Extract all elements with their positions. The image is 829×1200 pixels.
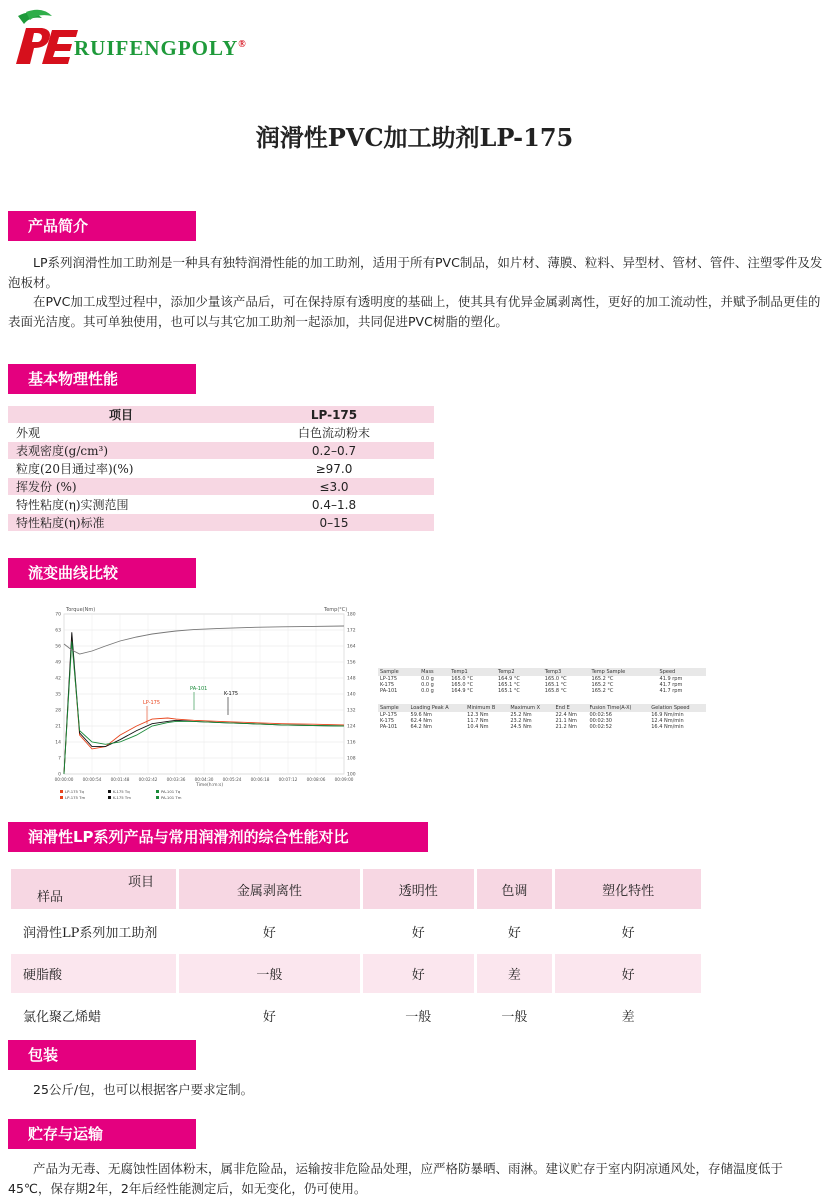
- y-right-tick-label: 164: [347, 644, 356, 650]
- intro-paragraph-1: LP系列润滑性加工助剂是一种具有独特润滑性能的加工助剂，适用于所有PVC制品，如片材、薄膜、粒料、异型材、管材、管件、注塑零件及发泡板材。: [8, 255, 823, 290]
- y-right-tick-label: 180: [347, 612, 356, 618]
- table-header-cell: Loading Peak A: [409, 704, 466, 712]
- table-cell: 24.5 Nm: [510, 724, 532, 730]
- column-header: 塑化特性: [555, 869, 701, 909]
- table-cell: LP-175: [380, 712, 398, 718]
- table-cell: 好: [621, 926, 635, 941]
- chart-legend: [60, 789, 182, 800]
- x-tick-label: 00:00:54: [82, 777, 102, 782]
- table-header-cell: Speed: [658, 668, 706, 676]
- table-cell: 一般: [179, 954, 360, 993]
- table-cell: 165.2 °C: [591, 676, 614, 682]
- property-name: 特性粘度(η)实测范围: [16, 498, 129, 512]
- table-header-cell: Minimum B: [465, 704, 508, 712]
- x-tick-label: 00:02:42: [138, 777, 158, 782]
- table-cell: 41.7 rpm: [659, 682, 683, 688]
- y-left-tick-label: 28: [55, 708, 61, 714]
- x-tick-label: 00:08:06: [306, 777, 326, 782]
- legend-swatch: [156, 790, 159, 793]
- table-cell: 165.0 °C: [451, 682, 474, 688]
- logo: [12, 8, 262, 68]
- table-header-cell: Gelation Speed: [649, 704, 706, 712]
- property-name: 粒度(20目通过率)(%): [16, 462, 134, 476]
- packaging-paragraph: 25公斤/包，也可以根据客户要求定制。: [33, 1082, 254, 1097]
- x-axis-label: Time(h:m:s): [196, 783, 224, 788]
- table-row: [8, 442, 434, 459]
- y-left-tick-label: 0: [58, 772, 61, 778]
- y-left-tick-label: 49: [55, 660, 61, 666]
- table-cell: 25.2 Nm: [510, 712, 532, 718]
- table-cell: LP-175: [380, 676, 398, 682]
- x-tick-label: 00:09:00: [334, 777, 354, 782]
- property-name: 外观: [16, 426, 41, 440]
- table-cell: 21.2 Nm: [555, 724, 577, 730]
- y-left-tick-label: 7: [58, 756, 61, 762]
- table-cell: 一般: [501, 1010, 528, 1025]
- table-header-cell: Temp1: [449, 668, 496, 676]
- storage-text: [8, 1159, 823, 1198]
- y-left-tick-label: 63: [55, 628, 61, 634]
- annotation-label: LP-175: [143, 700, 161, 706]
- table-cell: 12.4 Nm/min: [651, 718, 684, 724]
- column-header: 金属剥离性: [179, 869, 360, 909]
- logo-emblem-icon: [12, 8, 82, 68]
- y-right-axis-label: Temp(°C): [324, 607, 348, 613]
- x-ticks: [55, 777, 354, 782]
- table-cell: 10.4 Nm: [467, 724, 489, 730]
- y-left-tick-label: 42: [55, 676, 61, 682]
- table-cell: 41.7 rpm: [659, 688, 683, 694]
- table-cell: 好: [262, 1010, 276, 1025]
- table-header-cell: Sample: [378, 668, 419, 676]
- table-cell: 好: [507, 926, 521, 941]
- x-tick-label: 00:01:48: [110, 777, 130, 782]
- comparison-table: [8, 866, 704, 1038]
- table-cell: 21.1 Nm: [555, 718, 577, 724]
- property-name: 挥发份 (%): [8, 478, 234, 495]
- property-value: 0–15: [234, 514, 434, 531]
- legend-entry: LP-175 Tq: [65, 789, 84, 794]
- table-header-cell: Temp3: [543, 668, 590, 676]
- x-tick-label: 00:04:30: [194, 777, 214, 782]
- table-row: [378, 724, 706, 730]
- corner-cell: [11, 869, 176, 909]
- section-header-intro: 产品简介: [8, 211, 196, 241]
- table-cell: 165.2 °C: [591, 682, 614, 688]
- table-row: [8, 514, 434, 531]
- table-header-row: [8, 406, 434, 423]
- table-cell: K-175: [380, 682, 395, 688]
- table-cell: 11.7 Nm: [467, 718, 489, 724]
- sample-name: 氯化聚乙烯蜡: [23, 1010, 102, 1025]
- table-cell: 164.9 °C: [451, 688, 474, 694]
- x-tick-label: 00:07:12: [278, 777, 298, 782]
- table-cell: 164.9 °C: [498, 676, 520, 682]
- y-right-tick-label: 148: [347, 676, 356, 682]
- table-row: [11, 996, 701, 1035]
- legend-entry: PA-101 Tm: [161, 795, 182, 800]
- section-header-rheology: 流变曲线比较: [8, 558, 196, 588]
- y-left-tick-label: 14: [55, 740, 61, 746]
- table-cell: 23.2 Nm: [510, 718, 532, 724]
- table-header-cell: Sample: [378, 704, 409, 712]
- table-row: [8, 460, 434, 477]
- section-header-physical: 基本物理性能: [8, 364, 196, 394]
- legend-swatch: [60, 796, 63, 799]
- table-header-cell: Mass: [419, 668, 449, 676]
- y-right-tick-label: 140: [347, 692, 356, 698]
- table-header-cell: Maximum X: [508, 704, 553, 712]
- table-cell: 好: [262, 926, 276, 941]
- table-cell: 0.0 g: [421, 676, 434, 682]
- table-cell: 165.0 °C: [544, 676, 567, 682]
- legend-entry: LP-175 Tm: [65, 795, 86, 800]
- property-value: ≤3.0: [234, 478, 434, 495]
- table-cell: 41.9 rpm: [659, 676, 683, 682]
- table-cell: 00:02:30: [589, 718, 612, 724]
- table-row: [378, 688, 706, 694]
- x-tick-label: 00:05:24: [222, 777, 242, 782]
- table-cell: 0.0 g: [421, 688, 434, 694]
- packaging-text: [8, 1080, 823, 1100]
- table-cell: K-175: [380, 718, 395, 724]
- y-left-tick-label: 70: [55, 612, 61, 618]
- property-value: 0.2–0.7: [234, 442, 434, 459]
- page-title: 润滑性PVC加工助剂LP-175: [255, 123, 574, 152]
- physical-properties-table: [8, 405, 434, 532]
- x-tick-label: 00:06:18: [250, 777, 270, 782]
- table-header-cell: 项目: [8, 406, 234, 423]
- y-right-tick-label: 124: [347, 724, 356, 730]
- logo-text: RUIFENGPOLY®: [74, 36, 247, 60]
- legend-swatch: [108, 790, 111, 793]
- table-header-cell: End E: [554, 704, 588, 712]
- table-cell: 好: [411, 926, 425, 941]
- table-header-cell: Temp Sample: [590, 668, 658, 676]
- section-header-comparison: 润滑性LP系列产品与常用润滑剂的综合性能对比: [8, 822, 428, 852]
- section-header-storage: 贮存与运输: [8, 1119, 196, 1149]
- storage-paragraph: 产品为无毒、无腐蚀性固体粉末，属非危险品，运输按非危险品处理，应严格防暴晒、雨淋。建议贮存于室内阴凉通风处，存储温度低于45℃，保存期2年，2年后经性能测定后，如无变化，仍可使用。: [8, 1161, 784, 1196]
- table-cell: 16.4 Nm/min: [651, 724, 684, 730]
- intro-text: [8, 253, 823, 331]
- y-left-axis-label: Torque(Nm): [66, 607, 96, 613]
- legend-entry: K-175 Tm: [113, 795, 131, 800]
- table-header-cell: Temp2: [496, 668, 543, 676]
- table-row: [8, 496, 434, 513]
- intro-paragraph-2: 在PVC加工成型过程中，添加少量该产品后，可在保持原有透明度的基础上，使其具有优异金属剥离性，更好的加工流动性，并赋予制品更佳的表面光洁度。其可单独使用，也可以与其它加工助剂一起添加，共同促进PVC树脂的塑化。: [8, 294, 821, 329]
- table-cell: PA-101: [380, 724, 398, 730]
- y-left-tick-label: 21: [55, 724, 61, 730]
- y-left-tick-label: 35: [55, 692, 61, 698]
- annotation-label: K-175: [224, 691, 239, 697]
- legend-entry: PA-101 Tq: [161, 789, 181, 794]
- x-tick-label: 00:00:00: [54, 777, 74, 782]
- table-cell: 一般: [405, 1010, 432, 1025]
- table-cell: 差: [477, 954, 553, 993]
- table-cell: 165.1 °C: [544, 682, 567, 688]
- annotation-label: PA-101: [190, 686, 208, 692]
- table-header-row: [378, 668, 706, 676]
- y-right-tick-label: 100: [347, 772, 356, 778]
- sample-name: 硬脂酸: [11, 954, 176, 993]
- table-cell: 62.4 Nm: [410, 718, 432, 724]
- property-name: 特性粘度(η)标准: [8, 514, 234, 531]
- legend-swatch: [156, 796, 159, 799]
- corner-bottom-label: 样品: [37, 890, 64, 905]
- table-cell: 165.1 °C: [498, 688, 520, 694]
- table-cell: 16.9 Nm/min: [651, 712, 684, 718]
- table-header-row: [11, 869, 701, 909]
- table-cell: 64.2 Nm: [410, 724, 432, 730]
- table-row: [11, 954, 701, 993]
- table-row: [8, 478, 434, 495]
- y-right-tick-label: 156: [347, 660, 356, 666]
- legend-swatch: [108, 796, 111, 799]
- column-header: 色调: [477, 869, 553, 909]
- table-header-cell: LP-175: [234, 406, 434, 423]
- table-cell: 好: [555, 954, 701, 993]
- table-cell: 165.0 °C: [451, 676, 474, 682]
- x-tick-label: 00:03:36: [166, 777, 186, 782]
- table-cell: 59.6 Nm: [410, 712, 432, 718]
- table-cell: 好: [363, 954, 474, 993]
- table-row: [8, 424, 434, 441]
- table-cell: 165.2 °C: [591, 688, 614, 694]
- table-row: [11, 912, 701, 951]
- corner-top-label: 项目: [127, 875, 154, 890]
- column-header: 透明性: [363, 869, 474, 909]
- property-value: ≥97.0: [315, 461, 353, 476]
- table-cell: PA-101: [380, 688, 398, 694]
- y-left-tick-label: 56: [55, 644, 61, 650]
- y-right-tick-label: 116: [347, 740, 356, 746]
- table-cell: 12.3 Nm: [467, 712, 489, 718]
- table-cell: 165.8 °C: [544, 688, 567, 694]
- table-header-cell: Fusion Time(A-X): [588, 704, 650, 712]
- property-value: 0.4–1.8: [311, 497, 357, 512]
- rheology-summary-table-2: [378, 704, 706, 730]
- table-cell: 00:02:52: [589, 724, 612, 730]
- rheology-chart: [48, 604, 368, 804]
- table-cell: 22.4 Nm: [555, 712, 577, 718]
- property-name: 表观密度(g/cm³): [8, 442, 234, 459]
- section-header-packaging: 包装: [8, 1040, 196, 1070]
- table-cell: 差: [621, 1010, 635, 1025]
- table-header-row: [378, 704, 706, 712]
- legend-swatch: [60, 790, 63, 793]
- rheology-summary-table-1: [378, 668, 706, 694]
- y-right-tick-label: 108: [347, 756, 356, 762]
- legend-entry: K-175 Tq: [113, 789, 130, 794]
- property-value: 白色流动粉末: [297, 426, 370, 440]
- table-cell: 0.0 g: [421, 682, 434, 688]
- table-cell: 165.1 °C: [498, 682, 520, 688]
- y-right-tick-label: 132: [347, 708, 356, 714]
- sample-name: 润滑性LP系列加工助剂: [23, 926, 158, 941]
- table-cell: 00:02:56: [589, 712, 612, 718]
- y-right-tick-label: 172: [347, 628, 356, 634]
